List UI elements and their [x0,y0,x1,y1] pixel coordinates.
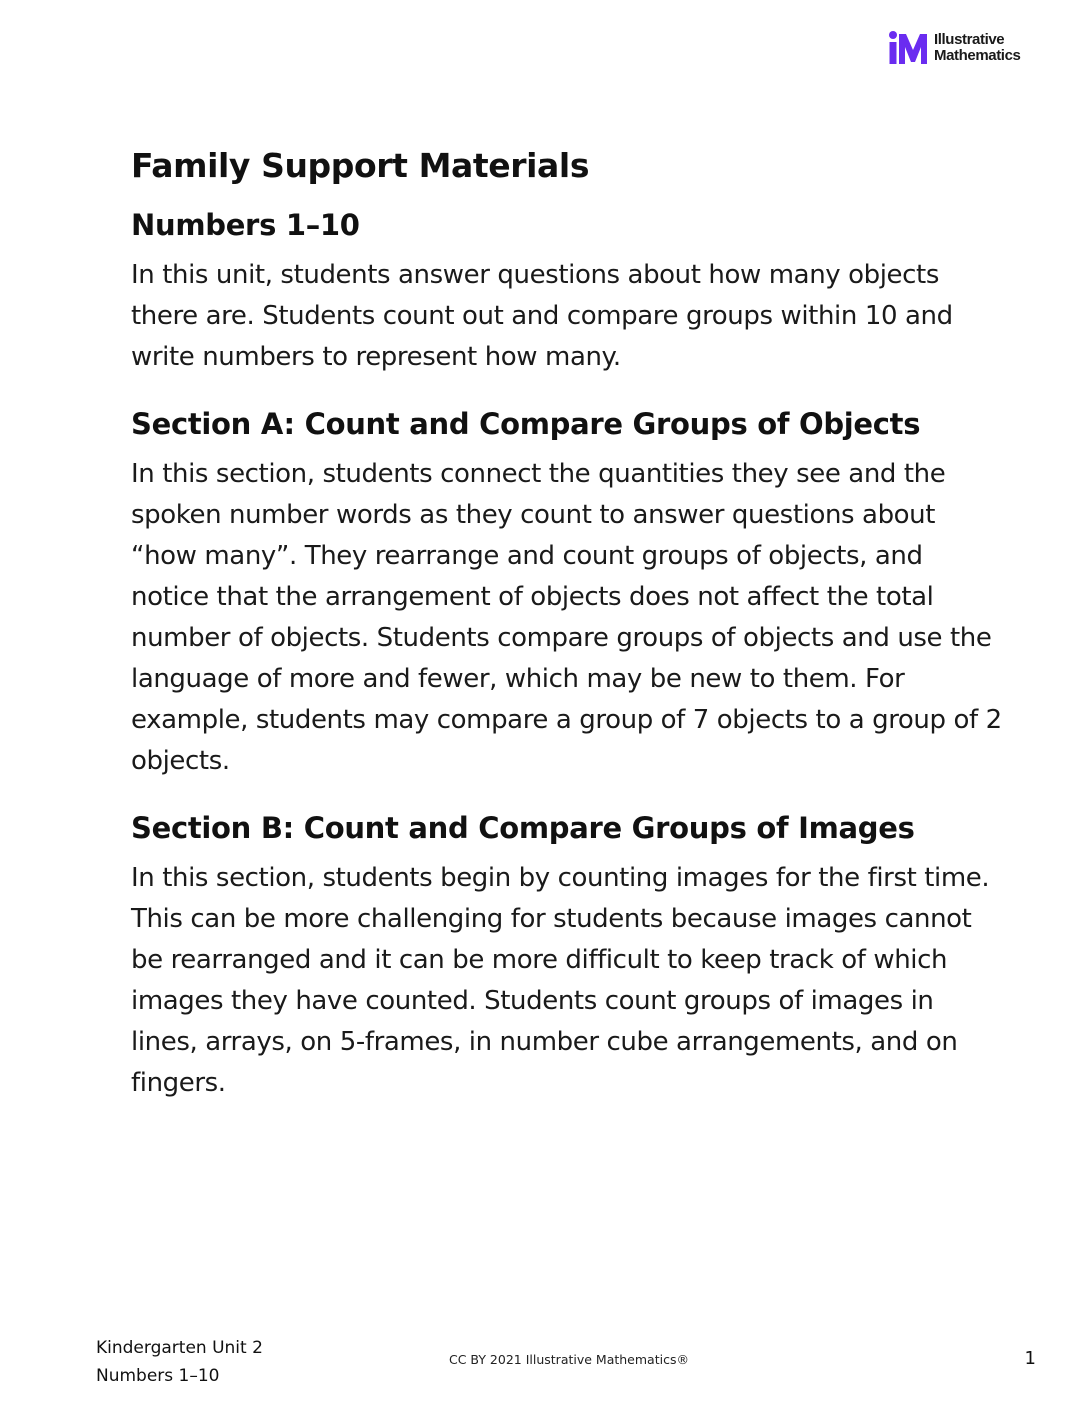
unit-title: Numbers 1–10 [131,208,360,242]
section-b-heading: Section B: Count and Compare Groups of Images [131,811,915,845]
illustrative-mathematics-logo-icon [888,30,930,66]
page-title: Family Support Materials [131,146,590,185]
logo-line-2: Mathematics [934,47,1021,64]
section-a-paragraph: In this section, students connect the quantities they see and the spoken number words as they count to answer questions about “how many”. They rearrange and count groups of objects, and notice that the arrangement of objects does not affect the total number of objects. Students compare groups of objects and use the language of more and fewer, which may be new to them. For example, students may compare a group of 7 objects to a group of 2 objects. [131,459,1002,776]
page-number: 1 [1024,1348,1036,1369]
logo-wordmark [934,32,1020,64]
section-a [131,402,1011,782]
footer-course: Kindergarten Unit 2 [96,1338,263,1358]
logo-line-1: Illustrative [934,31,1005,48]
section-b-paragraph: In this section, students begin by counting images for the first time. This can be more challenging for students because images cannot be rearranged and it can be more difficult to keep track of which images they have counted. Students count groups of images in lines, arrays, on 5-frames, in number cube arrangements, and on fingers. [131,863,990,1098]
section-a-heading: Section A: Count and Compare Groups of Objects [131,407,921,441]
section-b [131,806,1011,1104]
logo [888,30,1020,66]
footer-unit: Numbers 1–10 [96,1366,220,1386]
footer-license: CC BY 2021 Illustrative Mathematics® [449,1352,689,1367]
document-body [131,140,1011,1104]
unit-intro-paragraph: In this unit, students answer questions about how many objects there are. Students count out and compare groups within 10 and write numbers to represent how many. [131,260,953,372]
